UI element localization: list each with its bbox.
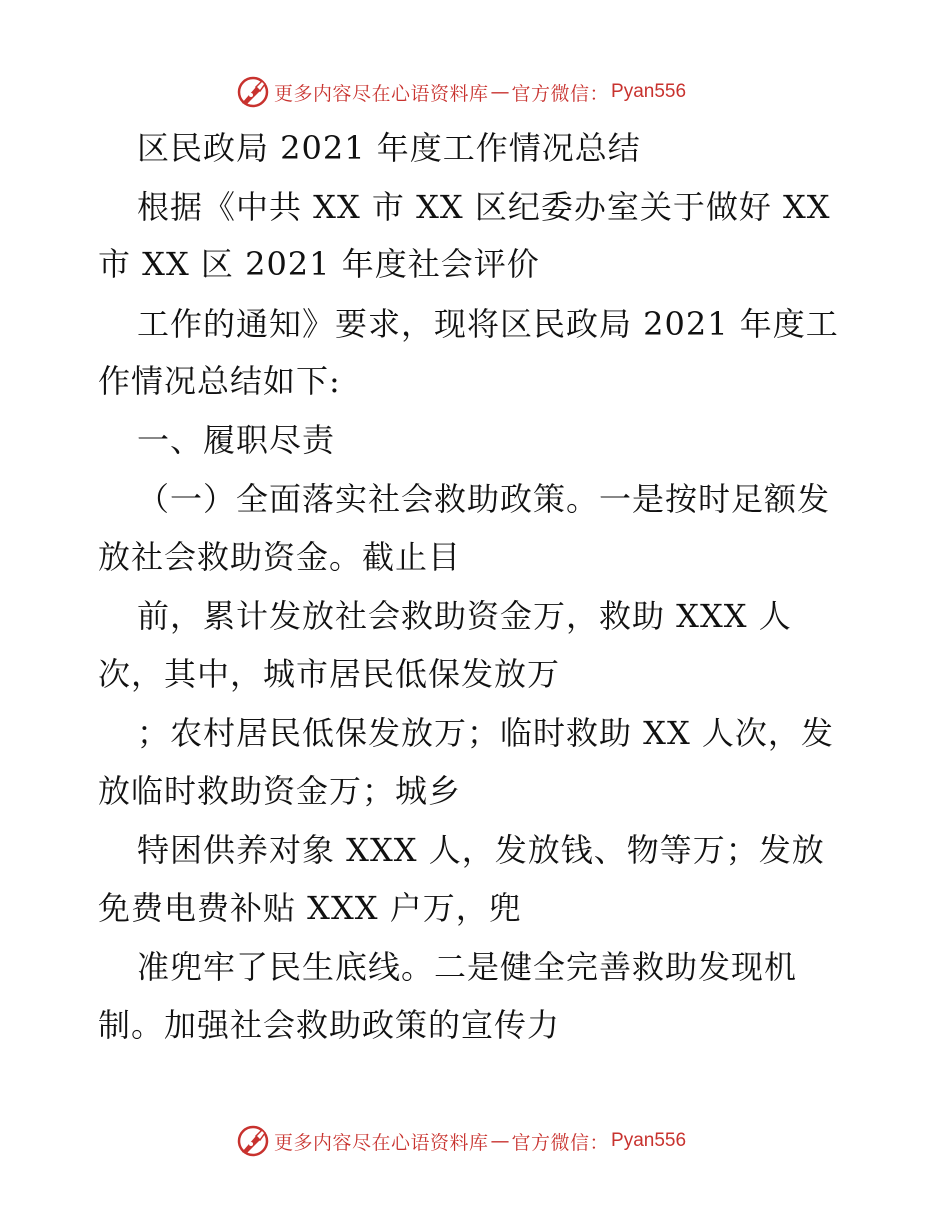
watermark-wechat-id: Pyan556	[611, 1130, 687, 1151]
paragraph-line: 根据《中共 XX 市 XX 区纪委办室关于做好 XX	[137, 188, 831, 226]
paragraph-line: 制。加强社会救助政策的宣传力	[98, 1006, 561, 1044]
watermark-text: 更多内容尽在心语资料库	[274, 82, 489, 105]
section-heading: 一、履职尽责	[137, 421, 336, 459]
watermark-wechat-label: 官方微信：	[511, 82, 610, 105]
paragraph-line: 前，累计发放社会救助资金万，救助 XXX 人	[137, 597, 792, 635]
paragraph-line: ；农村居民低保发放万；临时救助 XX 人次，发	[137, 714, 834, 752]
header-watermark	[236, 72, 686, 112]
paragraph-line: 免费电费补贴 XXX 户万，兜	[98, 889, 522, 927]
document-title: 区民政局 2021 年度工作情况总结	[137, 129, 641, 167]
watermark-dash: —	[490, 1130, 510, 1152]
paragraph-line: 放临时救助资金万；城乡	[98, 772, 462, 810]
pen-nib-circle-icon	[236, 1124, 270, 1158]
paragraph-line: 市 XX 区 2021 年度社会评价	[98, 245, 540, 283]
pen-nib-circle-icon	[236, 75, 270, 109]
watermark-dash: —	[490, 81, 510, 103]
paragraph-line: 作情况总结如下:	[98, 362, 341, 400]
paragraph-line: 次，其中，城市居民低保发放万	[98, 655, 561, 693]
footer-watermark	[236, 1121, 686, 1161]
paragraph-line: 放社会救助资金。截止目	[98, 538, 462, 576]
paragraph-line: 准兜牢了民生底线。二是健全完善救助发现机	[137, 948, 798, 986]
paragraph-line: （一）全面落实社会救助政策。一是按时足额发	[137, 480, 831, 518]
watermark-wechat-id: Pyan556	[611, 81, 687, 102]
paragraph-line: 工作的通知》要求，现将区民政局 2021 年度工	[137, 305, 839, 343]
watermark-text: 更多内容尽在心语资料库	[274, 1131, 489, 1154]
watermark-wechat-label: 官方微信：	[511, 1131, 610, 1154]
paragraph-line: 特困供养对象 XXX 人，发放钱、物等万；发放	[137, 831, 825, 869]
